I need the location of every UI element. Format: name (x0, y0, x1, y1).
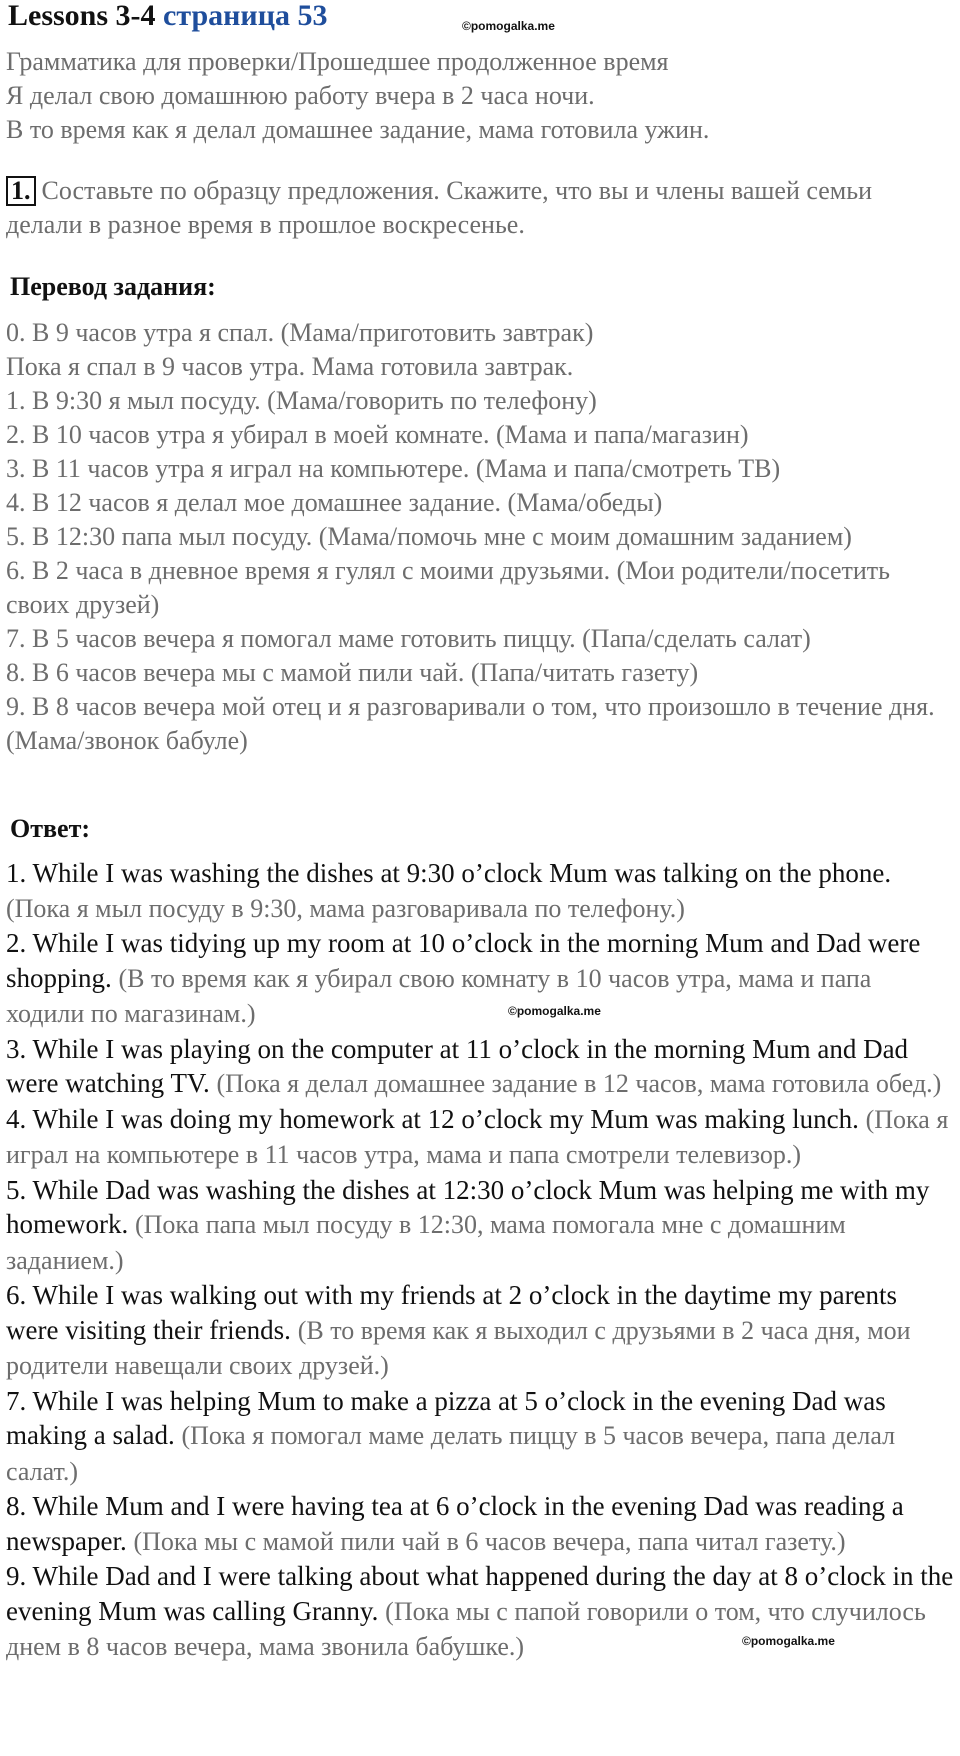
watermark: ©pomogalka.me (742, 1634, 835, 1648)
translation-title: Перевод задания: (10, 272, 216, 301)
translation-line: 7. В 5 часов вечера я помогал маме готовить пиццу. (Папа/сделать салат) (6, 624, 811, 653)
answer-item (6, 1102, 954, 1173)
translation-line: 2. В 10 часов утра я убирал в моей комнате. (Мама и папа/магазин) (6, 420, 749, 449)
answer-russian: (В то время как я убирал свою комнату в 10 часов утра, мама и папа ходили по магазинам.) (6, 963, 872, 1028)
watermark: ©pomogalka.me (508, 1004, 601, 1018)
answer-russian: (Пока я помогал маме делать пиццу в 5 часов вечера, папа делал салат.) (6, 1421, 896, 1486)
answer-list (6, 856, 954, 1665)
grammar-section (6, 45, 954, 147)
answer-russian: (Пока я мыл посуду в 9:30, мама разговаривала по телефону.) (6, 893, 685, 923)
page-header (8, 0, 328, 34)
translation-line: 0. В 9 часов утра я спал. (Мама/приготовить завтрак) (6, 318, 594, 347)
answer-english: 7. While I was helping Mum to make a pizza at 5 o’clock in the evening Dad was making a salad. (6, 1385, 886, 1450)
answer-russian: (Пока папа мыл посуду в 12:30, мама помогала мне с домашним заданием.) (6, 1210, 846, 1275)
translation-line: Пока я спал в 9 часов утра. Мама готовила завтрак. (6, 352, 574, 381)
answer-english: 3. While I was playing on the computer at 11 o’clock in the morning Mum and Dad were watching TV. (6, 1033, 909, 1098)
answer-item (6, 1384, 954, 1490)
task-number: 1. (6, 176, 36, 206)
answer-english: 8. While Mum and I were having tea at 6 o’clock in the evening Dad was reading a newspaper. (6, 1491, 904, 1556)
answer-russian: (Пока я играл на компьютере в 11 часов утра, мама и папа смотрели телевизор.) (6, 1104, 949, 1169)
answer-item (6, 1173, 954, 1279)
translation-line: 3. В 11 часов утра я играл на компьютере. (Мама и папа/смотреть ТВ) (6, 454, 781, 483)
translation-line: 9. В 8 часов вечера мой отец и я разговаривали о том, что произошло в течение дня. (Мама/звонок бабуле) (6, 692, 935, 755)
translation-line: 5. В 12:30 папа мыл посуду. (Мама/помочь мне с моим домашним заданием) (6, 522, 852, 551)
answer-english: 2. While I was tidying up my room at 10 o’clock in the morning Mum and Dad were shopping. (6, 928, 921, 993)
task-text: Составьте по образцу предложения. Скажите, что вы и члены вашей семьи делали в разное время в прошлое воскресенье. (6, 176, 872, 239)
answer-english: 1. While I was washing the dishes at 9:30 o’clock Mum was talking on the phone. (6, 858, 892, 888)
answer-russian: (Пока мы с папой говорили о том, что случилось днем в 8 часов вечера, мама звонила бабушке.) (6, 1596, 926, 1661)
answer-english: 9. While Dad and I were talking about what happened during the day at 8 o’clock in the evening Mum was calling Granny. (6, 1561, 954, 1626)
answer-russian: (Пока я делал домашнее задание в 12 часов, мама готовила обед.) (216, 1069, 942, 1098)
answer-title: Ответ: (10, 814, 91, 843)
answer-item (6, 1278, 954, 1384)
translation-line: 1. В 9:30 я мыл посуду. (Мама/говорить по телефону) (6, 386, 597, 415)
translation-list (6, 316, 954, 758)
translation-line: 6. В 2 часа в дневное время я гулял с моими друзьями. (Мои родители/посетить своих друзей) (6, 556, 890, 619)
answer-russian: (Пока мы с мамой пили чай в 6 часов вечера, папа читал газету.) (133, 1526, 846, 1556)
answer-item (6, 1032, 954, 1102)
answer-english: 5. While Dad was washing the dishes at 12:30 o’clock Mum was helping me with my homework. (6, 1174, 930, 1239)
answer-russian: (В то время как я выходил с друзьями в 2 часа дня, мои родители навещали своих друзей.) (6, 1315, 911, 1380)
translation-line: 4. В 12 часов я делал мое домашнее задание. (Мама/обеды) (6, 488, 663, 517)
answer-english: 6. While I was walking out with my friends at 2 o’clock in the daytime my parents were visiting their friends. (6, 1280, 898, 1345)
page-reference: страница 53 (163, 0, 328, 32)
grammar-line: Грамматика для проверки/Прошедшее продолженное время (6, 47, 669, 76)
translation-line: 8. В 6 часов вечера мы с мамой пили чай. (Папа/читать газету) (6, 658, 699, 687)
answer-item (6, 1559, 954, 1665)
answer-item (6, 856, 954, 926)
answer-english: 4. While I was doing my homework at 12 o’clock my Mum was making lunch. (6, 1103, 859, 1134)
grammar-line: Я делал свою домашнюю работу вчера в 2 часа ночи. (6, 81, 595, 110)
watermark: ©pomogalka.me (462, 19, 555, 33)
grammar-line: В то время как я делал домашнее задание, мама готовила ужин. (6, 115, 710, 144)
answer-item (6, 926, 954, 1032)
lessons-title: Lessons 3-4 (8, 0, 156, 32)
answer-item (6, 1489, 954, 1559)
task-section (6, 174, 954, 242)
